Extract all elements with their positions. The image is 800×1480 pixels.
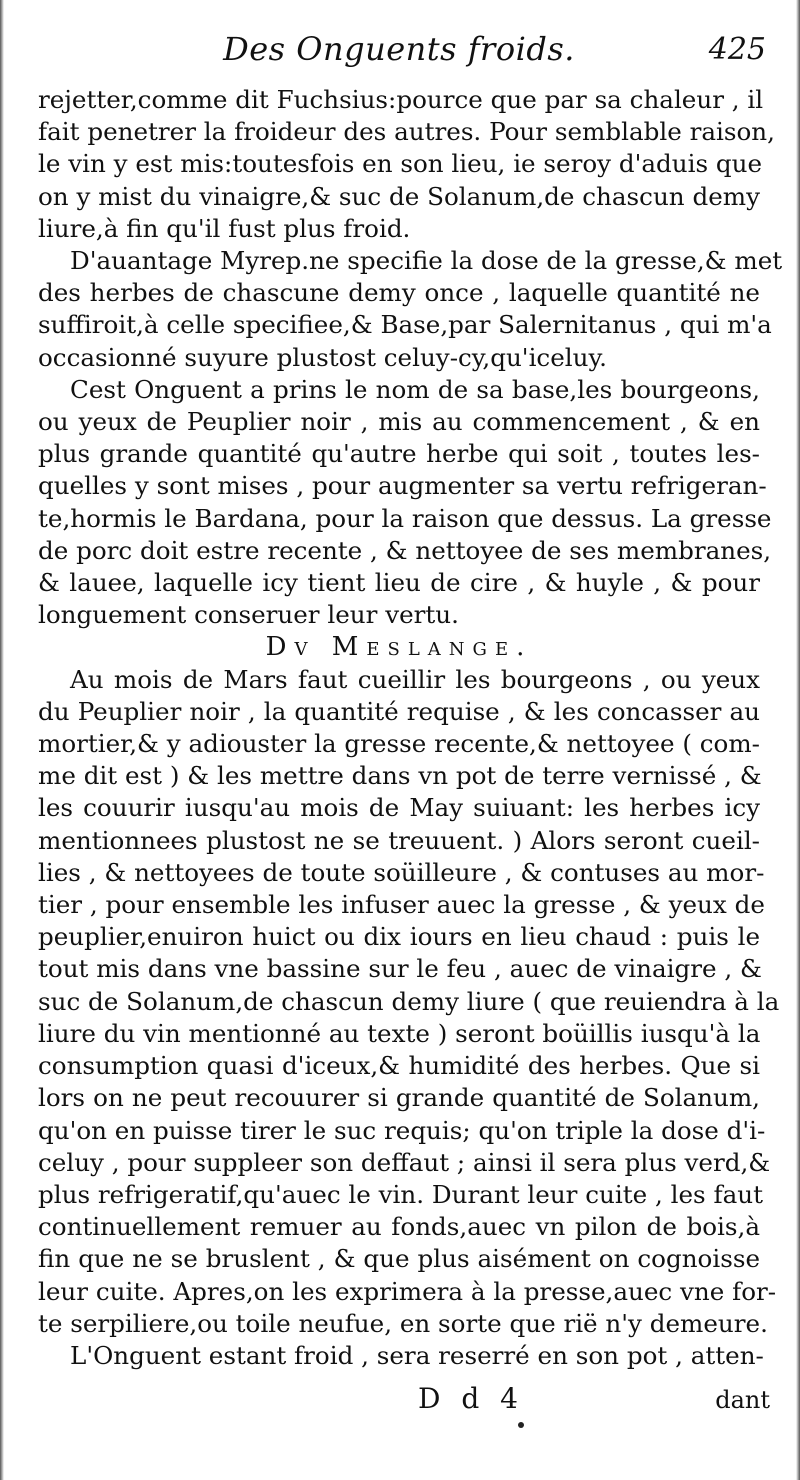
text-line: suffiroit,à celle specifiee,& Base,par Salernitanus , qui m'a bbox=[38, 310, 772, 340]
text-line: longuement conseruer leur vertu. bbox=[38, 600, 459, 630]
text-line: te serpiliere,ou toile neufue, en sorte que rië n'y demeure. bbox=[38, 1308, 768, 1338]
text-line: lies , & nettoyees de toute soüilleure , & contuses au mor- bbox=[38, 857, 765, 887]
text-line: D'auantage Myrep.ne specifie la dose de la gresse,& met bbox=[70, 246, 783, 276]
page-footer bbox=[38, 1382, 770, 1422]
page-header bbox=[38, 26, 766, 84]
text-line: suc de Solanum,de chascun demy liure ( que reuiendra à la bbox=[38, 986, 780, 1016]
text-line: on y mist du vinaigre,& suc de Solanum,de chascun demy bbox=[38, 181, 760, 211]
text-line: leur cuite. Apres,on les exprimera à la presse,auec vne for- bbox=[38, 1276, 777, 1306]
catchword: dant bbox=[715, 1386, 770, 1415]
text-line: me dit est ) & les mettre dans vn pot de terre vernissé , & bbox=[38, 761, 762, 791]
text-line: plus refrigeratif,qu'auec le vin. Durant leur cuite , les faut bbox=[38, 1179, 763, 1209]
text-line: rejetter,comme dit Fuchsius:pource que par sa chaleur , il bbox=[38, 85, 764, 114]
text-line: de porc doit estre recente , & nettoyee de ses membranes, bbox=[38, 535, 772, 565]
text-line: te,hormis le Bardana, pour la raison que dessus. La gresse bbox=[38, 503, 772, 533]
text-line: Au mois de Mars faut cueillir les bourgeons , ou yeux bbox=[70, 664, 760, 694]
text-line: tout mis dans vne bassine sur le feu , auec de vinaigre , & bbox=[38, 954, 762, 984]
text-line: quelles y sont mises , pour augmenter sa vertu refrigeran- bbox=[38, 471, 767, 501]
text-line: plus grande quantité qu'autre herbe qui soit , toutes les- bbox=[38, 439, 760, 469]
page-number: 425 bbox=[708, 32, 766, 67]
body-text bbox=[38, 84, 783, 1372]
text-line: liure du vin mentionné au texte ) seront boüillis iusqu'à la bbox=[38, 1018, 761, 1048]
text-line: mentionnees plustost ne se treuuent. ) Alors seront cueil- bbox=[38, 825, 760, 855]
paragraph bbox=[38, 84, 775, 245]
paragraph bbox=[38, 374, 772, 632]
paragraph bbox=[38, 245, 783, 374]
text-line: & lauee, laquelle icy tient lieu de cire , & huyle , & pour bbox=[38, 568, 760, 598]
text-line: celuy , pour suppleer son deffaut ; ainsi il sera plus verd,& bbox=[38, 1147, 771, 1177]
text-line: des herbes de chascune demy once , laquelle quantité ne bbox=[38, 278, 760, 308]
text-line: ou yeux de Peuplier noir , mis au commencement , & en bbox=[38, 407, 760, 437]
text-line: tier , pour ensemble les infuser auec la gresse , & yeux de bbox=[38, 890, 765, 920]
text-line: le vin y est mis:toutesfois en son lieu, ie seroy d'aduis que bbox=[38, 149, 763, 179]
text-line: Cest Onguent a prins le nom de sa base,les bourgeons, bbox=[70, 374, 760, 404]
text-line: fin que ne se bruslent , & que plus aisément on cognoisse bbox=[38, 1244, 760, 1274]
scan-edge-left bbox=[0, 0, 4, 1480]
text-line: qu'on en puisse tirer le suc requis; qu'on triple la dose d'i- bbox=[38, 1115, 766, 1145]
text-line: continuellement remuer au fonds,auec vn pilon de bois,à bbox=[38, 1212, 760, 1242]
ink-dot bbox=[518, 1422, 524, 1428]
running-title: Des Onguents froids. bbox=[223, 30, 575, 68]
text-line: lors on ne peut recouurer si grande quantité de Solanum, bbox=[38, 1083, 760, 1113]
text-line: occasionné suyure plustost celuy-cy,qu'iceluy. bbox=[38, 342, 607, 372]
section-heading: Dv Meslange. bbox=[265, 632, 533, 663]
scan-edge-right bbox=[796, 0, 800, 1480]
text-line: peuplier,enuiron huict ou dix iours en lieu chaud : puis le bbox=[38, 922, 760, 952]
paragraph bbox=[38, 1340, 764, 1372]
paragraph bbox=[38, 664, 780, 1340]
text-line: les couurir iusqu'au mois de May suiuant: les herbes icy bbox=[38, 793, 760, 823]
text-line: mortier,& y adiouster la gresse recente,& nettoyee ( com- bbox=[38, 729, 760, 759]
text-line: du Peuplier noir , la quantité requise , & les concasser au bbox=[38, 696, 760, 726]
text-line: fait penetrer la froideur des autres. Pour semblable raison, bbox=[38, 117, 775, 147]
text-line: consumption quasi d'iceux,& humidité des herbes. Que si bbox=[38, 1051, 760, 1081]
text-line: liure,à fin qu'il fust plus froid. bbox=[38, 213, 411, 243]
text-line: L'Onguent estant froid , sera reserré en son pot , atten- bbox=[70, 1340, 764, 1370]
signature-mark: D d 4 bbox=[418, 1382, 524, 1416]
